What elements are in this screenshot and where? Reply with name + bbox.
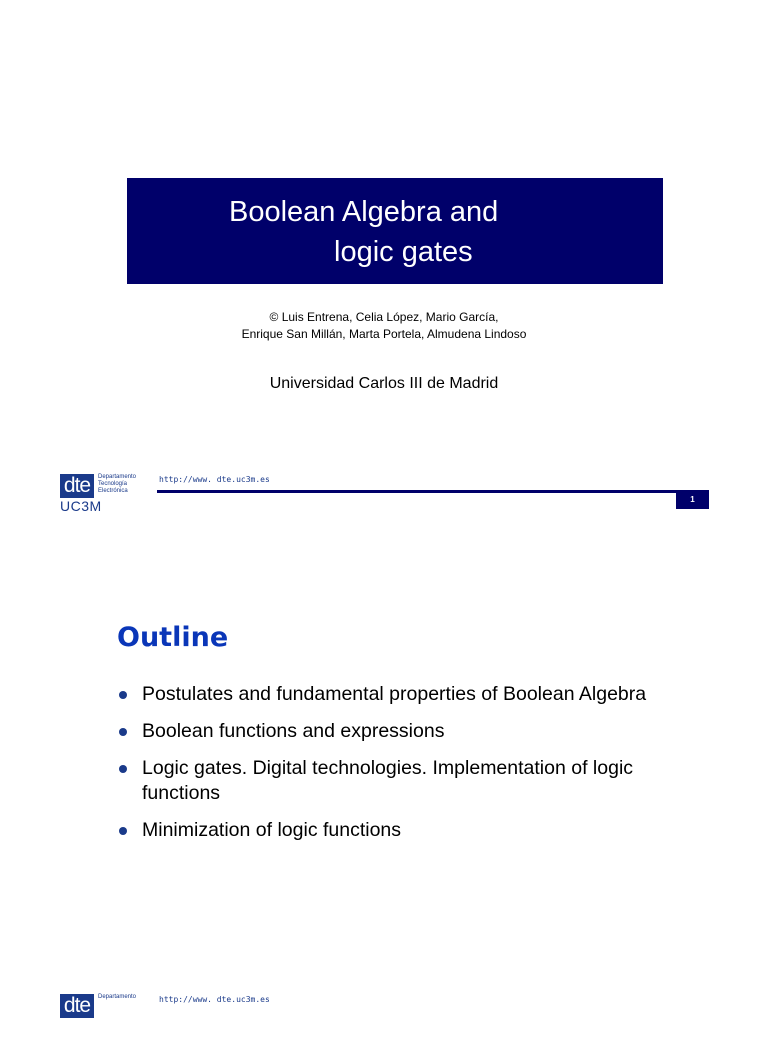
authors-line-1: © Luis Entrena, Celia López, Mario García, — [269, 310, 499, 324]
title-line-2: logic gates — [334, 236, 473, 268]
outline-list — [117, 682, 677, 855]
bullet-dot-icon — [119, 765, 127, 773]
dte-logo — [60, 994, 152, 1034]
slide-footer-partial — [0, 990, 768, 1040]
bullet-dot-icon — [119, 691, 127, 699]
logo-dept-line: Departamento — [98, 474, 137, 480]
authors-line-2: Enrique San Millán, Marta Portela, Almudena Lindoso — [241, 327, 527, 341]
list-item — [117, 756, 677, 806]
list-item — [117, 818, 677, 843]
logo-uc3m: UC3M — [60, 498, 102, 514]
outline-heading: Outline — [117, 622, 229, 653]
title-line-1: Boolean Algebra and — [229, 196, 499, 228]
logo-dept-line: Electrónica — [98, 488, 128, 494]
slide-1 — [0, 0, 768, 512]
logo-department — [98, 994, 136, 1001]
logo-department — [98, 474, 136, 495]
list-item — [117, 682, 677, 707]
page-number: 1 — [676, 490, 709, 509]
list-item — [117, 719, 677, 744]
list-item-text: Minimization of logic functions — [142, 819, 402, 841]
list-item-text: Postulates and fundamental properties of Boolean Algebra — [142, 683, 647, 705]
list-item-text: Logic gates. Digital technologies. Implementation of logic functions — [142, 757, 634, 804]
slide-2 — [0, 512, 768, 1024]
logo-abbrev: dte — [60, 994, 94, 1018]
bullet-dot-icon — [119, 827, 127, 835]
footer-url[interactable]: http://www. dte.uc3m.es — [159, 995, 270, 1004]
footer-url[interactable]: http://www. dte.uc3m.es — [159, 475, 270, 484]
dte-logo — [60, 474, 152, 514]
logo-abbrev: dte — [60, 474, 94, 498]
bullet-dot-icon — [119, 728, 127, 736]
list-item-text: Boolean functions and expressions — [142, 720, 445, 742]
footer-rule — [157, 490, 709, 493]
title-box — [127, 178, 663, 284]
university-name: Universidad Carlos III de Madrid — [269, 375, 499, 392]
logo-dept-line: Tecnología — [98, 481, 128, 487]
logo-dept-line: Departamento — [98, 994, 137, 1000]
